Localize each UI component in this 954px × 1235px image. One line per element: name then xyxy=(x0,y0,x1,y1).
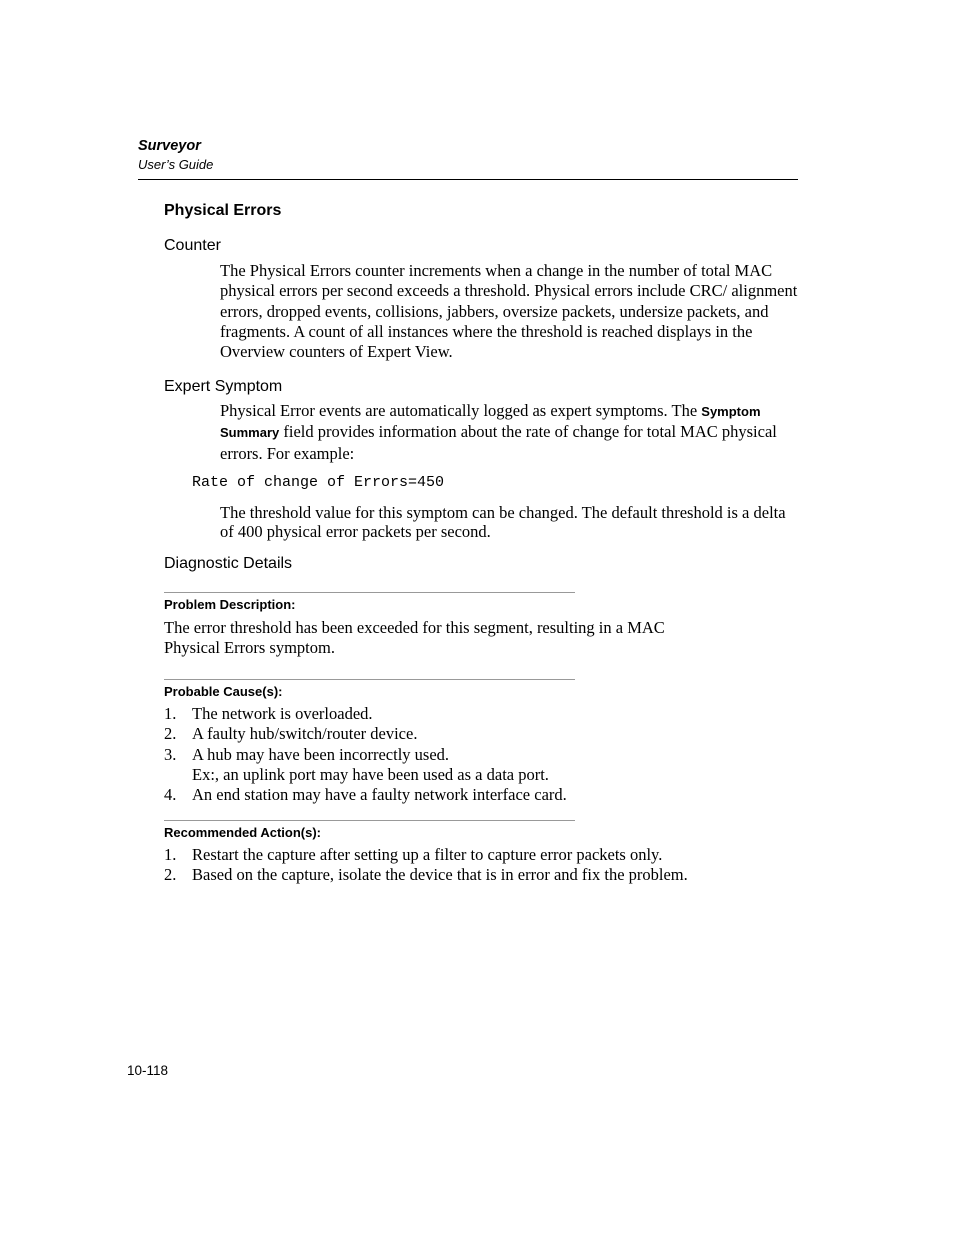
list-item xyxy=(164,845,784,865)
code-example: Rate of change of Errors=450 xyxy=(192,474,445,491)
symptom-summary-field: Symptom Summary xyxy=(220,404,761,441)
list-note: Ex:, an uplink port may have been used as a data port. xyxy=(192,764,549,784)
divider-line xyxy=(164,820,575,821)
expert-text-before: Physical Error events are automatically logged as expert symptoms. The xyxy=(220,401,698,420)
list-number: 2. xyxy=(164,865,177,885)
list-item xyxy=(164,865,784,885)
list-text: A hub may have been incorrectly used. xyxy=(192,744,450,764)
list-text: The network is overloaded. xyxy=(192,704,373,723)
list-number: 3. xyxy=(164,744,177,764)
list-text: An end station may have a faulty network interface card. xyxy=(192,785,567,805)
list-number: 2. xyxy=(164,724,177,744)
list-item xyxy=(164,704,784,724)
list-item xyxy=(164,745,784,786)
probable-causes-label: Probable Cause(s): xyxy=(164,684,283,699)
section-title: Physical Errors xyxy=(164,202,282,219)
list-number: 1. xyxy=(164,845,177,864)
list-number: 4. xyxy=(164,785,177,805)
header-divider xyxy=(138,179,798,180)
probable-causes-list xyxy=(164,704,784,805)
list-text: Restart the capture after setting up a filter to capture error packets only. xyxy=(192,845,663,864)
running-header-subtitle: User’s Guide xyxy=(138,157,214,172)
running-header-title: Surveyor xyxy=(138,138,201,154)
expert-symptom-heading: Expert Symptom xyxy=(164,378,283,395)
divider-line xyxy=(164,679,575,680)
list-number: 1. xyxy=(164,704,177,723)
list-text: A faulty hub/switch/router device. xyxy=(192,724,418,744)
expert-text-after: field provides information about the rate of change for total MAC physical errors. For example: xyxy=(220,422,777,463)
list-text: Based on the capture, isolate the device that is in error and fix the problem. xyxy=(192,865,688,885)
problem-description-text: The error threshold has been exceeded for this segment, resulting in a MAC Physical Errors symptom. xyxy=(164,618,665,658)
counter-paragraph: The Physical Errors counter increments when a change in the number of total MAC physical errors per second exceeds a threshold. Physical errors include CRC/ alignment errors, dropped events, collisions, jabbers, oversize packets, undersize packets, and fragments. A count of all instances where the threshold is reached displays in the Overview counters of Expert View. xyxy=(220,261,798,362)
expert-symptom-paragraph xyxy=(220,401,800,464)
list-item xyxy=(164,785,784,805)
problem-description-label: Problem Description: xyxy=(164,597,296,612)
divider-line xyxy=(164,592,575,593)
page-number: 10-118 xyxy=(127,1063,169,1078)
threshold-paragraph: The threshold value for this symptom can be changed. The default threshold is a delta of 400 physical error packets per second. xyxy=(220,503,786,541)
diagnostic-details-heading: Diagnostic Details xyxy=(164,555,293,572)
list-item xyxy=(164,724,784,744)
counter-heading: Counter xyxy=(164,237,221,254)
recommended-actions-list xyxy=(164,845,784,886)
recommended-actions-label: Recommended Action(s): xyxy=(164,825,321,840)
